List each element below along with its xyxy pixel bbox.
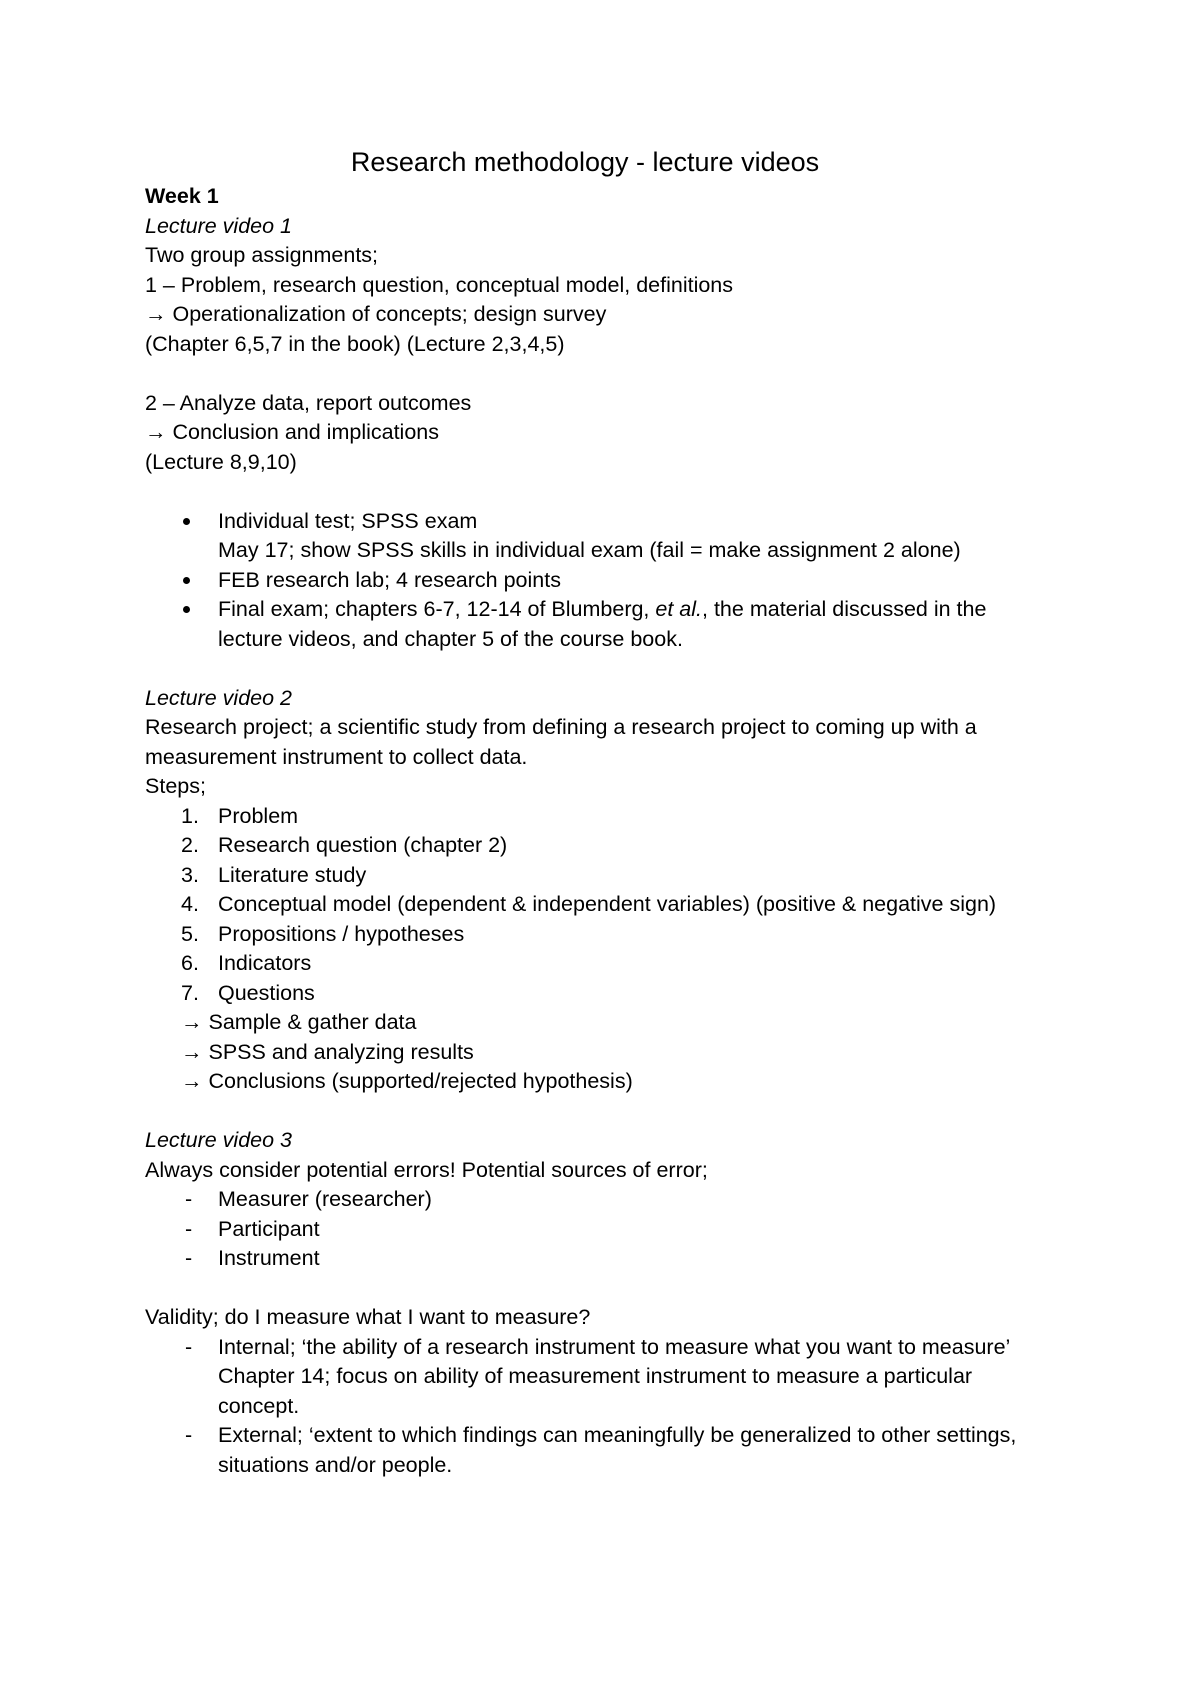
arrow-icon: → [145,302,167,326]
bullet-item: Final exam; chapters 6-7, 12-14 of Blumberg, et al., the material discussed in the lecture videos, and chapter 5 of the course book. [145,595,1065,654]
step-item: 7. Questions [145,979,1065,1009]
document-page [145,144,1065,1480]
bullet-icon [183,518,190,525]
step-number: 3. [181,862,199,887]
arrow-icon: → [181,1010,203,1034]
dash-item: - Internal; ‘the ability of a research instrument to measure what you want to measure’ Chapter 14; focus on ability of measurement instrument to measure a particular concept. [185,1334,1011,1418]
step-number: 7. [181,980,199,1005]
dash-item: - Measurer (researcher) [145,1185,1065,1215]
text-line: measurement instrument to collect data. [145,744,528,769]
text-line: (Lecture 8,9,10) [145,449,297,474]
lecture-video-3-heading: Lecture video 3 [145,1128,293,1152]
arrow-line: → Sample & gather data [181,1010,417,1034]
step-number: 6. [181,951,199,975]
step-number: 4. [181,892,199,916]
step-item: 5. Propositions / hypotheses [145,920,1065,950]
step-number: 1. [181,803,199,828]
step-item: 2. Research question (chapter 2) [145,831,1065,861]
dash-marker: - [185,1334,193,1359]
text-line: 1 – Problem, research question, conceptual model, definitions [145,272,734,297]
arrow-icon: → [181,1069,203,1093]
week-heading: Week 1 [145,184,219,208]
bullet-icon [183,606,190,613]
step-number: 2. [181,833,199,857]
arrow-line: → Operationalization of concepts; design survey [145,302,607,326]
text-line: Always consider potential errors! Potential sources of error; [145,1157,708,1182]
dash-item: - Participant [145,1215,1065,1245]
arrow-icon: → [145,420,167,444]
arrow-icon: → [181,1039,203,1064]
text-line: Validity; do I measure what I want to measure? [145,1305,591,1329]
arrow-line: → SPSS and analyzing results [181,1039,474,1064]
dash-marker: - [185,1246,193,1270]
page-title: Research methodology - lecture videos [350,147,820,177]
error-sources-list [145,1185,1065,1274]
step-number: 5. [181,921,199,946]
lecture-video-2-heading: Lecture video 2 [145,685,293,710]
dash-marker: - [185,1423,193,1447]
step-item: 3. Literature study [145,861,1065,891]
dash-item: - External; ‘extent to which findings can meaningfully be generalized to other settings, situations and/or people. [185,1423,1017,1477]
step-item: 1. Problem [145,802,1065,832]
bullet-icon [183,577,190,584]
step-item: 6. Indicators [145,949,1065,979]
steps-list [145,802,1065,1009]
text-line: Research project; a scientific study from defining a research project to coming up with a [145,715,977,739]
steps-arrows [145,1008,1065,1097]
bullet-item: Individual test; SPSS exam May 17; show SPSS skills in individual exam (fail = make assignment 2 alone) [145,507,1065,566]
arrow-line: → Conclusions (supported/rejected hypothesis) [181,1069,633,1093]
steps-label: Steps; [145,774,206,798]
arrow-line: → Conclusion and implications [145,420,439,444]
dash-marker: - [185,1187,193,1211]
dash-item: - Instrument [145,1244,1065,1274]
text-line: (Chapter 6,5,7 in the book) (Lecture 2,3,4,5) [145,331,565,356]
text-line: Two group assignments; [145,243,379,267]
text-line: 2 – Analyze data, report outcomes [145,390,472,415]
bullet-item: FEB research lab; 4 research points [145,566,1065,596]
step-item: 4. Conceptual model (dependent & independent variables) (positive & negative sign) [145,890,1065,920]
dash-marker: - [185,1216,193,1241]
lecture-video-1-heading: Lecture video 1 [145,213,293,238]
